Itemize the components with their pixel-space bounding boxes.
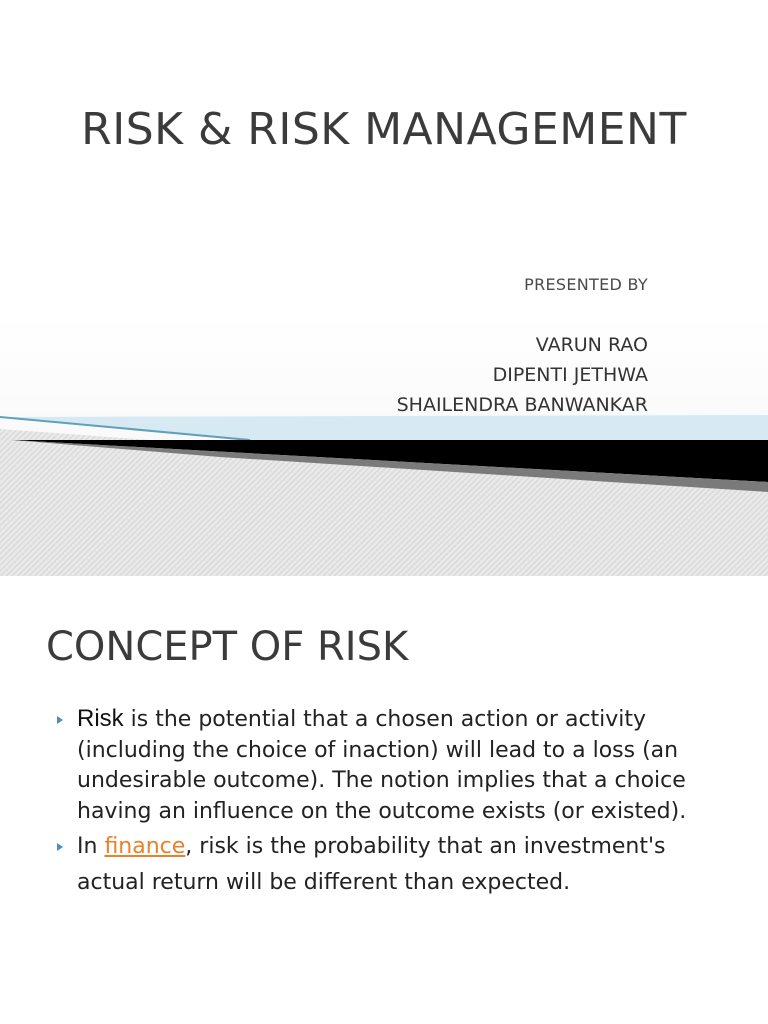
bullet-text: , risk is the probability that an investment's actual return will be different than expected. bbox=[77, 834, 666, 895]
bullet-list bbox=[56, 704, 736, 901]
slide-title: RISK & RISK MANAGEMENT bbox=[81, 104, 687, 155]
triangle-bullet-icon bbox=[57, 843, 63, 851]
presenter-name: DIPENTI JETHWA bbox=[492, 364, 648, 386]
finance-link[interactable]: finance bbox=[104, 834, 186, 859]
bullet-prefix: In bbox=[77, 834, 105, 859]
decorative-swoosh bbox=[0, 395, 768, 576]
slide-2 bbox=[0, 576, 768, 1024]
bullet-item bbox=[56, 704, 736, 827]
slide-title: CONCEPT OF RISK bbox=[46, 624, 409, 670]
triangle-bullet-icon bbox=[57, 716, 63, 724]
bullet-text: is the potential that a chosen action or activity (including the choice of inaction) will lead to a loss (an undesirable outcome). The notion implies that a choice having an influence on the outcome exists (or existed). bbox=[77, 707, 687, 824]
bullet-item bbox=[56, 829, 736, 901]
presenter-name: SHAILENDRA BANWANKAR bbox=[396, 394, 648, 416]
presenter-name: VARUN RAO bbox=[535, 334, 648, 356]
term-risk: Risk bbox=[77, 705, 124, 732]
presented-by-label: PRESENTED BY bbox=[524, 275, 648, 294]
